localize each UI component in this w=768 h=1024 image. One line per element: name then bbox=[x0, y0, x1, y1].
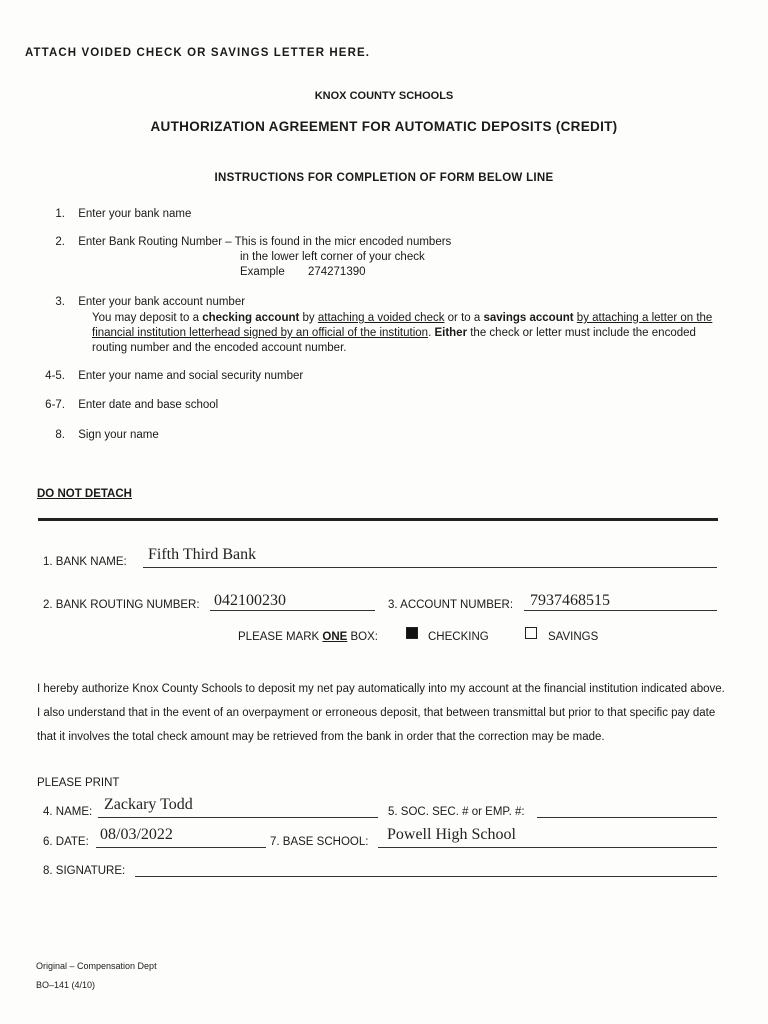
savings-label: SAVINGS bbox=[548, 631, 599, 643]
example-label: Example bbox=[240, 266, 285, 278]
instruction-number: 6-7. bbox=[45, 399, 65, 411]
do-not-detach-label: DO NOT DETACH bbox=[37, 488, 132, 500]
mark-text: BOX: bbox=[347, 631, 378, 643]
detail-text: by bbox=[299, 312, 318, 324]
date-field[interactable]: 08/03/2022 bbox=[100, 826, 173, 843]
instruction-text: Enter your name and social security number bbox=[78, 370, 304, 382]
instruction-number: 4-5. bbox=[45, 370, 65, 382]
checking-checkbox[interactable] bbox=[406, 627, 418, 639]
mark-one-emphasis: ONE bbox=[322, 631, 348, 643]
instruction-3-detail bbox=[92, 311, 722, 356]
mark-one-box-label bbox=[238, 631, 378, 643]
instruction-4-5 bbox=[40, 370, 303, 382]
instruction-8 bbox=[40, 429, 159, 441]
instruction-2 bbox=[40, 236, 451, 248]
date-label: 6. DATE: bbox=[43, 836, 89, 848]
instruction-text: Sign your name bbox=[78, 429, 159, 441]
detail-text: the check or letter must include the encoded routing number and the encoded account number. bbox=[92, 327, 696, 354]
instruction-3 bbox=[40, 296, 245, 308]
organization-name: KNOX COUNTY SCHOOLS bbox=[314, 90, 454, 102]
detail-text: You may deposit to a bbox=[92, 312, 203, 324]
routing-number-label: 2. BANK ROUTING NUMBER: bbox=[43, 599, 200, 611]
authorization-statement: I hereby authorize Knox County Schools to deposit my net pay automatically into my account at the financial institution indicated above. I also understand that in the event of an overpayment or erroneous deposit, that between transmittal but prior to that specific pay date that it involves the total check amount may be retrieved from the bank in order that the correction may be made. bbox=[37, 683, 725, 743]
instruction-text: Enter date and base school bbox=[78, 399, 219, 411]
ssn-label: 5. SOC. SEC. # or EMP. #: bbox=[388, 806, 525, 818]
attach-instruction: ATTACH VOIDED CHECK OR SAVINGS LETTER HERE. bbox=[25, 47, 371, 59]
instruction-text: Enter Bank Routing Number – This is found in the micr encoded numbers bbox=[78, 236, 452, 248]
signature-label: 8. SIGNATURE: bbox=[43, 865, 126, 877]
account-number-line bbox=[524, 610, 717, 611]
base-school-field[interactable]: Powell High School bbox=[387, 826, 516, 843]
instruction-1 bbox=[40, 208, 191, 220]
detail-either: Either bbox=[434, 327, 468, 339]
instruction-number: 3. bbox=[55, 296, 65, 308]
instruction-number: 8. bbox=[55, 429, 65, 441]
instruction-2-example bbox=[240, 266, 366, 278]
base-school-line bbox=[378, 847, 717, 848]
savings-checkbox[interactable] bbox=[525, 627, 537, 639]
bank-name-label: 1. BANK NAME: bbox=[43, 556, 127, 568]
instructions-heading: INSTRUCTIONS FOR COMPLETION OF FORM BELOW LINE bbox=[214, 172, 554, 184]
mark-text: PLEASE MARK bbox=[238, 631, 323, 643]
detail-text: . bbox=[428, 327, 435, 339]
detail-checking-account: checking account bbox=[202, 312, 300, 324]
instruction-number: 2. bbox=[55, 236, 65, 248]
example-value: 274271390 bbox=[307, 266, 366, 278]
base-school-label: 7. BASE SCHOOL: bbox=[270, 836, 369, 848]
instruction-number: 1. bbox=[55, 208, 65, 220]
detail-letterhead: by attaching a letter on the financial institution letterhead signed by an official of the institution bbox=[92, 312, 713, 339]
please-print-label: PLEASE PRINT bbox=[37, 777, 120, 789]
detail-text: or to a bbox=[444, 312, 484, 324]
bank-name-field[interactable]: Fifth Third Bank bbox=[148, 546, 257, 563]
checking-label: CHECKING bbox=[428, 631, 489, 643]
form-title: AUTHORIZATION AGREEMENT FOR AUTOMATIC DEPOSITS (CREDIT) bbox=[150, 119, 618, 134]
footer-form-id: BO–141 (4/10) bbox=[36, 980, 96, 990]
signature-line bbox=[135, 876, 717, 877]
routing-number-field[interactable]: 042100230 bbox=[214, 592, 286, 609]
instruction-text: Enter your bank account number bbox=[78, 296, 246, 308]
instruction-2-line2: in the lower left corner of your check bbox=[240, 251, 425, 263]
instruction-text: Enter your bank name bbox=[78, 208, 192, 220]
routing-number-line bbox=[210, 610, 375, 611]
account-number-field[interactable]: 7937468515 bbox=[530, 592, 610, 609]
date-line bbox=[96, 847, 266, 848]
ssn-line bbox=[537, 817, 717, 818]
bank-name-line bbox=[143, 567, 717, 568]
instruction-6-7 bbox=[40, 399, 218, 411]
footer-original: Original – Compensation Dept bbox=[36, 961, 157, 971]
name-field[interactable]: Zackary Todd bbox=[104, 796, 193, 813]
account-number-label: 3. ACCOUNT NUMBER: bbox=[388, 599, 514, 611]
detach-divider bbox=[38, 518, 718, 521]
detail-voided-check: attaching a voided check bbox=[317, 312, 445, 324]
name-line bbox=[98, 817, 378, 818]
detail-savings-account: savings account bbox=[483, 312, 574, 324]
name-label: 4. NAME: bbox=[43, 806, 93, 818]
